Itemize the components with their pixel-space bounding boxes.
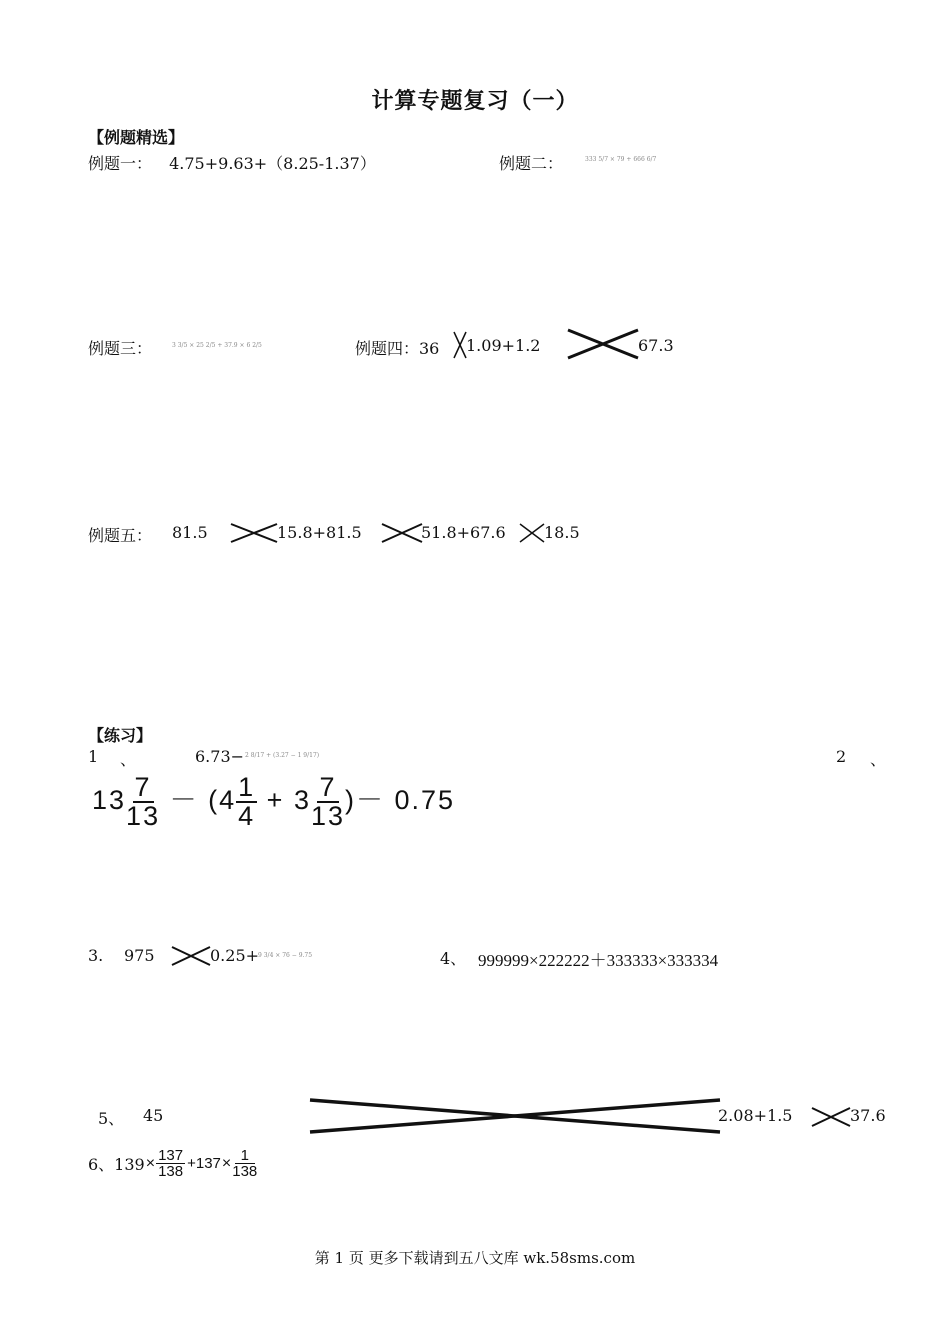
fraction-denominator: 138 bbox=[158, 1163, 184, 1180]
multiply-cross-icon bbox=[380, 522, 424, 544]
expression-tail: )－ 0.75 bbox=[345, 785, 456, 816]
examples-header: 【例题精选】 bbox=[88, 128, 185, 147]
practice-header: 【练习】 bbox=[88, 726, 153, 745]
practice-2-expression bbox=[92, 774, 455, 830]
example-1 bbox=[88, 151, 376, 174]
practice-3-term-b: 0.25+ bbox=[210, 946, 260, 965]
example-5-term-a: 81.5 bbox=[172, 523, 208, 542]
example-5-term-c: 51.8+67.6 bbox=[421, 523, 506, 542]
operator: +137 bbox=[187, 1155, 221, 1172]
practice-4-number: 4、 bbox=[440, 949, 467, 968]
practice-1-separator: 、 bbox=[120, 750, 137, 769]
practice-4-expression: 999999×222222＋333333×333334 bbox=[478, 951, 719, 970]
practice-3-fraction-expression: 9 3/4 × 76 − 9.75 bbox=[258, 952, 313, 959]
example-4-end: 67.3 bbox=[638, 336, 674, 355]
multiply-cross-icon bbox=[308, 1098, 722, 1134]
practice-5-term-a: 45 bbox=[143, 1106, 164, 1125]
multiply-sign: × bbox=[145, 1154, 156, 1172]
multiply-cross-icon bbox=[518, 522, 546, 544]
multiply-cross-icon bbox=[810, 1106, 852, 1128]
practice-3-number: 3. bbox=[88, 946, 104, 965]
practice-1-number: 1 bbox=[88, 747, 99, 766]
fraction-denominator: 4 bbox=[238, 801, 256, 831]
fraction-numerator: 1 bbox=[238, 772, 256, 802]
fraction bbox=[126, 774, 160, 830]
fraction-numerator: 1 bbox=[235, 1148, 255, 1164]
multiply-cross-icon bbox=[229, 522, 279, 544]
example-1-expression: 4.75+9.63+（8.25-1.37） bbox=[169, 154, 376, 173]
practice-5-term-b: 2.08+1.5 bbox=[718, 1106, 793, 1125]
fraction-numerator: 7 bbox=[319, 772, 337, 802]
practice-1-fraction-expression: 2 8/17 + (3.27 − 1 9/17) bbox=[245, 752, 320, 759]
practice-6-expression bbox=[88, 1148, 257, 1179]
example-2-expression: 333 5/7 × 79 + 666 6/7 bbox=[585, 156, 657, 163]
operator: + 3 bbox=[266, 785, 311, 816]
example-2-label: 例题二： bbox=[499, 154, 564, 173]
example-1-label: 例题一： bbox=[88, 154, 153, 173]
practice-5-term-c: 37.6 bbox=[850, 1106, 886, 1125]
page-title: 计算专题复习（一） bbox=[371, 89, 579, 114]
page-footer: 第 1 页 更多下载请到五八文库 wk.58sms.com bbox=[314, 1249, 636, 1267]
fraction-denominator: 13 bbox=[126, 801, 161, 831]
fraction bbox=[236, 774, 257, 830]
fraction bbox=[156, 1148, 185, 1179]
fraction bbox=[311, 774, 345, 830]
fraction-denominator: 138 bbox=[232, 1163, 258, 1180]
fraction-denominator: 13 bbox=[310, 801, 346, 831]
example-4-middle: 1.09+1.2 bbox=[466, 336, 541, 355]
example-5-label: 例题五： bbox=[88, 526, 153, 545]
practice-1-expression: 6.73− bbox=[195, 747, 245, 766]
example-5-term-b: 15.8+81.5 bbox=[277, 523, 362, 542]
fraction bbox=[232, 1148, 257, 1179]
mixed-number-whole: 13 bbox=[92, 785, 127, 816]
multiply-sign: × bbox=[221, 1154, 232, 1172]
example-3-label: 例题三： bbox=[88, 339, 153, 358]
practice-6-prefix: 6、139 bbox=[88, 1155, 145, 1174]
multiply-cross-icon bbox=[566, 328, 640, 360]
practice-3-term-a: 975 bbox=[124, 946, 155, 965]
practice-2-number: 2 bbox=[836, 747, 847, 766]
operator: － (4 bbox=[169, 785, 237, 816]
fraction-numerator: 7 bbox=[134, 772, 152, 802]
fraction-numerator: 137 bbox=[158, 1147, 184, 1164]
example-5-term-d: 18.5 bbox=[544, 523, 580, 542]
practice-2-separator: 、 bbox=[870, 750, 887, 769]
practice-5-number: 5、 bbox=[98, 1109, 125, 1128]
example-3-expression: 3 3/5 × 25 2/5 + 37.9 × 6 2/5 bbox=[172, 342, 262, 349]
example-4-label: 例题四：36 bbox=[355, 339, 440, 358]
multiply-cross-icon bbox=[170, 945, 212, 967]
